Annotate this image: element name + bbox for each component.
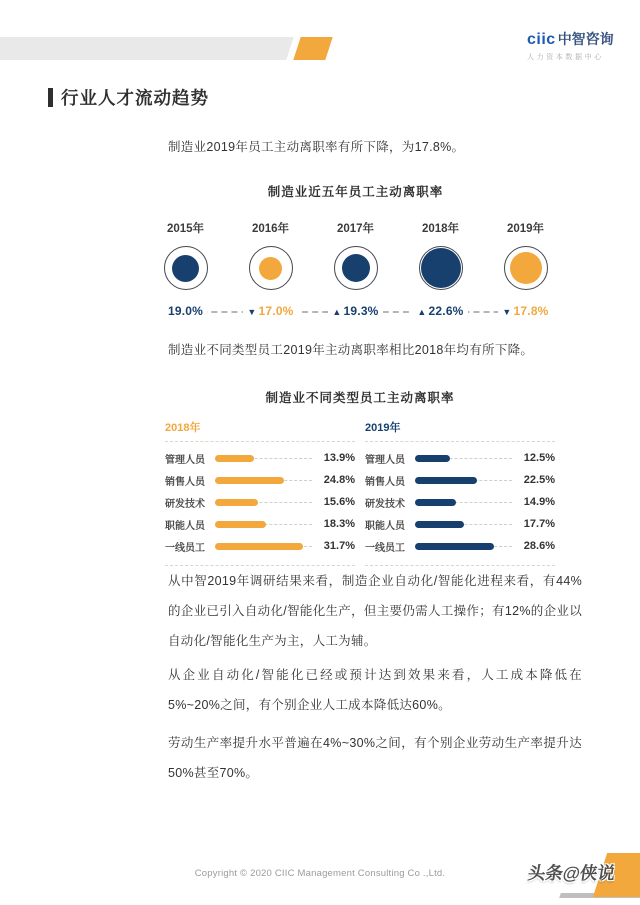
bar-fill [415,499,456,506]
bar-row [165,513,355,535]
bar-row [165,491,355,513]
bubble-value-cell [143,303,228,319]
bubble-year-label: 2019年 [506,223,545,235]
bubble-year-label: 2016年 [251,223,290,235]
bubble-ring [419,246,463,290]
bubble-ring [164,246,208,290]
by-type-turnover-chart [165,388,555,566]
bar-category-label: 一线员工 [365,542,405,554]
bubble-dot [510,252,542,284]
bubble-value: 19.0% [164,304,207,318]
body-paragraph-cost: 从企业自动化/智能化已经或预计达到效果来看，人工成本降低在5%~20%之间，有个别企业人工成本降低达60%。 [168,668,582,712]
bar-row [165,469,355,491]
bubble-value-cell [228,303,313,319]
bubble-value-cell [313,303,398,319]
bubble-value-row [143,303,568,319]
bar-value: 12.5% [523,452,555,464]
bar-fill [215,455,254,462]
bubble-year-label: 2015年 [166,223,205,235]
trend-down-icon: ▼ [502,307,512,317]
bar-value: 22.5% [523,474,555,486]
bubble-columns [143,220,568,290]
bubble-dot [421,248,461,288]
bubble-year-label: 2018年 [421,223,460,235]
bubble-column [143,220,228,290]
chart-title-by-type: 制造业不同类型员工主动离职率 [265,391,455,405]
copyright-text: Copyright © 2020 CIIC Management Consulting Co .,Ltd. [194,868,446,879]
series-header-2019: 2019年 [365,419,555,442]
bubble-value: ▲ 19.3% [328,304,382,318]
bar-track [215,521,312,528]
intro-text-turnover: 制造业2019年员工主动离职率有所下降，为17.8%。 [168,140,465,154]
bar-fill [215,543,303,550]
intro-text-by-type: 制造业不同类型员工2019年主动离职率相比2018年均有所下降。 [168,343,534,357]
bar-category-label: 销售人员 [165,476,205,488]
bar-fill [415,521,464,528]
bar-panel-2018 [165,419,355,566]
logo-brand-text: 中智咨询 [557,31,614,47]
bar-fill [215,499,258,506]
bar-value: 31.7% [323,540,355,552]
bar-panel-2019 [365,419,555,566]
bar-category-label: 职能人员 [165,520,205,532]
bar-row [165,535,355,557]
bar-track [415,477,512,484]
header-gray-band [0,37,294,60]
trend-up-icon: ▲ [332,307,342,317]
bar-category-label: 职能人员 [365,520,405,532]
bar-row [365,491,555,513]
bar-value: 17.7% [523,518,555,530]
chart-title-five-year: 制造业近五年员工主动离职率 [267,185,444,199]
header-orange-band [293,37,332,60]
bar-track [215,543,312,550]
bar-category-label: 管理人员 [365,454,405,466]
bar-row [365,469,555,491]
bar-fill [415,543,494,550]
bar-track [215,499,312,506]
bar-category-label: 管理人员 [165,454,205,466]
bubble-ring [504,246,548,290]
title-accent-bar [48,88,53,107]
bubble-column [228,220,313,290]
bar-panels [165,419,555,566]
logo-ciic-text: ciic [527,31,556,48]
bar-fill [215,477,284,484]
bar-fill [415,477,477,484]
bar-value: 28.6% [523,540,555,552]
bar-category-label: 研发技术 [165,498,205,510]
bubble-ring [334,246,378,290]
bubble-value-cell [398,303,483,319]
body-paragraph-productivity: 劳动生产率提升水平普遍在4%~30%之间，有个别企业劳动生产率提升达50%甚至70%。 [168,736,582,780]
bar-row [365,513,555,535]
bar-fill [415,455,450,462]
bar-track [215,477,312,484]
bubble-column [483,220,568,290]
body-paragraph-automation: 从中智2019年调研结果来看，制造企业自动化/智能化进程来看，有44%的企业已引入自动化/智能化生产，但主要仍需人工操作；有12%的企业以自动化/智能化生产为主，人工为辅。 [168,574,582,648]
bar-row [165,447,355,469]
bubble-column [398,220,483,290]
bar-row [365,447,555,469]
bar-value: 24.8% [323,474,355,486]
section-title [48,85,209,110]
bubble-dot [342,254,370,282]
bar-track [215,455,312,462]
trend-up-icon: ▲ [417,307,427,317]
bar-rows-2019 [365,442,555,566]
bar-rows-2018 [165,442,355,566]
bubble-year-label: 2017年 [336,223,375,235]
bubble-value: ▼ 17.0% [243,304,297,318]
bubble-column [313,220,398,290]
bar-row [365,535,555,557]
bubble-value-cell [483,303,568,319]
bubble-value: ▼ 17.8% [498,304,552,318]
bar-track [415,455,512,462]
bar-fill [215,521,266,528]
five-year-turnover-chart [143,182,568,319]
bubble-ring [249,246,293,290]
series-header-2018: 2018年 [165,419,355,442]
bar-value: 18.3% [323,518,355,530]
bar-value: 13.9% [323,452,355,464]
bubble-dot [259,257,282,280]
logo-tagline: 人力资本数据中心 [527,54,604,61]
bubble-dot [172,255,199,282]
bar-value: 15.6% [323,496,355,508]
ciic-logo [527,29,627,62]
bar-value: 14.9% [523,496,555,508]
watermark-text: 头条@侠说 [526,863,617,883]
bar-track [415,499,512,506]
bar-category-label: 研发技术 [365,498,405,510]
page-title: 行业人才流动趋势 [61,88,209,108]
bar-category-label: 一线员工 [165,542,205,554]
bar-track [415,543,512,550]
bubble-value: ▲ 22.6% [413,304,467,318]
bar-category-label: 销售人员 [365,476,405,488]
trend-down-icon: ▼ [247,307,257,317]
bar-track [415,521,512,528]
